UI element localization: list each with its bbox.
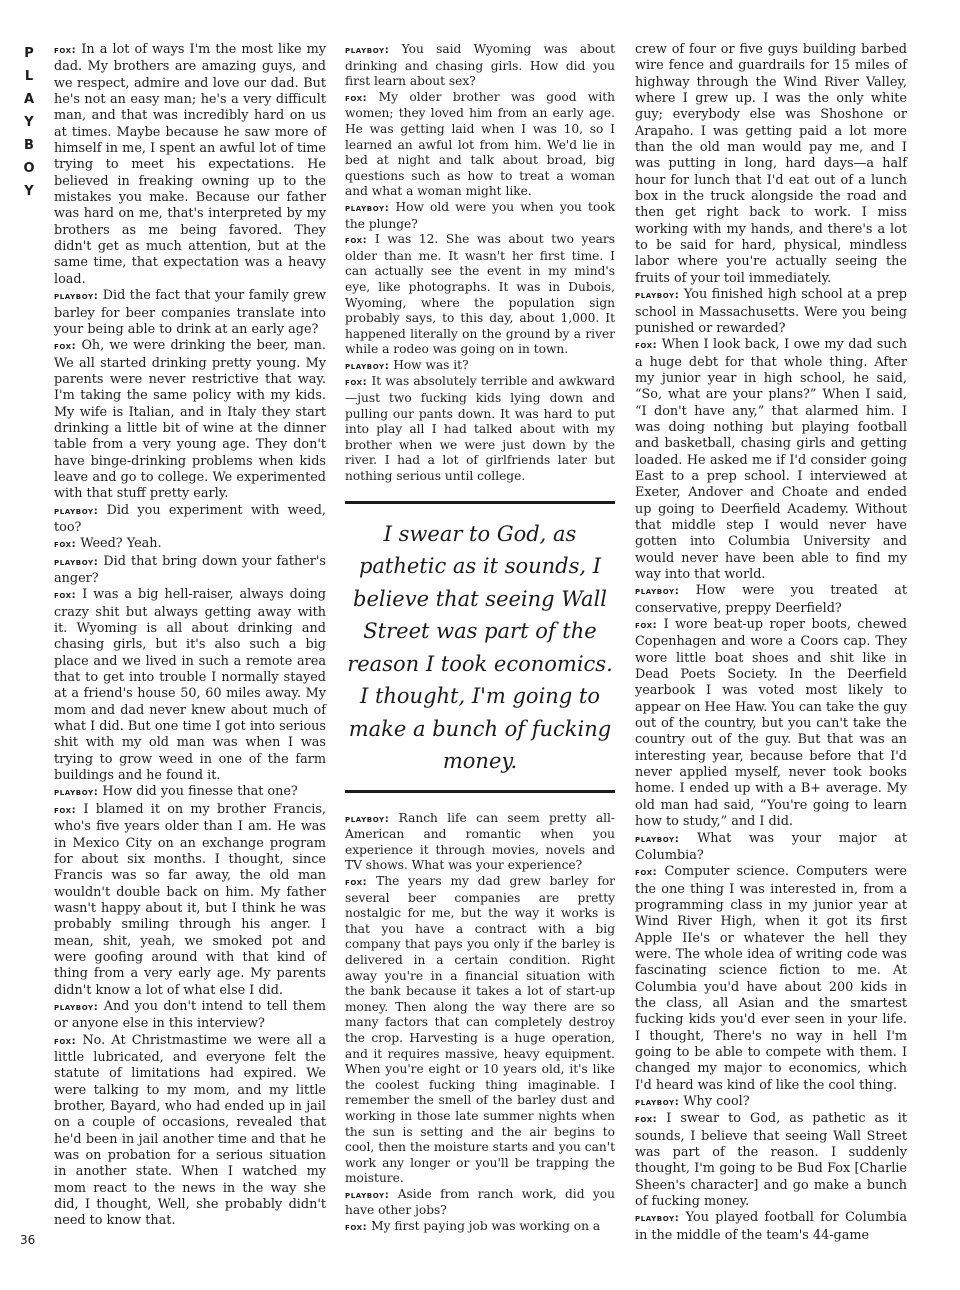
paragraph-text: When I look back, I owe my dad such a huge debt for that whole thing. After my junior year in high school, he said, “So, what are your plans?” When I said, “I don't have any,” that alarmed him. I was doing nothing but playing football and basketball, chasing girls and getting loaded. He asked me if I'd consider going East to a prep school. I interviewed at Exeter, Andover and Choate and ended up going to Deerfield Academy. Without that middle step I would never have gotten into Columbia University and would never have been able to find my way into that world.: [635, 337, 907, 582]
magazine-brand-vertical: [18, 42, 40, 203]
brand-letter: Y: [24, 115, 34, 130]
paragraph-text: I swear to God, as pathetic as it sounds, I believe that seeing Wall Street was part of the reason. I suddenly thought, I'm going to be Bud Fox [Charlie Sheen's character] and go make a bunch of fucking money.: [635, 1111, 907, 1210]
speaker-label: playboy:: [54, 787, 99, 799]
speaker-label: fox:: [54, 539, 77, 551]
speaker-label: playboy:: [54, 1001, 99, 1013]
paragraph-text: Aside from ranch work, did you have other jobs?: [345, 1186, 615, 1218]
speaker-label: fox:: [54, 45, 77, 56]
speaker-label: fox:: [345, 1222, 368, 1234]
speaker-label: fox:: [54, 1035, 77, 1047]
speaker-label: fox:: [635, 867, 658, 879]
paragraph-text: I was 12. She was about two years older than me. It wasn't her first time. I can actually see the event in my mind's eye, like photographs. It was in Dubois, Wyoming, where the population sign probably says, to this day, about 1,000. It happened literally on the ground by a river while a rodeo was going on in town.: [345, 232, 615, 357]
column-2-bottom-text: [345, 811, 615, 1236]
paragraph-text: Ranch life can seem pretty all-American and romantic when you experience it through movies, novels and TV shows. What was your experience?: [345, 810, 616, 873]
speaker-label: playboy:: [635, 290, 680, 302]
qa-paragraph: [54, 554, 326, 588]
paragraph-text: Why cool?: [683, 1094, 750, 1109]
paragraph-text: I was a big hell-raiser, always doing crazy shit but always getting away with it. Wyoming is all about drinking and chasing girls, but it's also such a big place and we lived in such a remote area that to get into trouble I normally stayed at a friend's house 50, 60 miles away. My mom and dad never knew about much of what I did. But one time I got into serious shit with my old man was when I was trying to grow weed in one of the farm buildings and he found it.: [54, 587, 327, 784]
speaker-label: fox:: [635, 340, 658, 352]
paragraph-text: My older brother was good with women; they loved him from an early age. He was getting laid when I was 10, so I learned an awful lot from him. We'd lie in bed at night and talk about broad, big questions such as how to treat a woman and what a woman might like.: [345, 89, 615, 199]
qa-paragraph: [635, 337, 907, 583]
qa-paragraph: [635, 1210, 907, 1244]
speaker-label: fox:: [635, 1114, 658, 1126]
article-column-1: [54, 42, 326, 1230]
brand-letter: Y: [24, 184, 34, 199]
paragraph-text: You played football for Columbia in the middle of the team's 44-game: [635, 1210, 907, 1243]
qa-paragraph: [345, 358, 615, 375]
paragraph-text: You said Wyoming was about drinking and chasing girls. How did you first learn about sex?: [345, 42, 615, 89]
speaker-label: playboy:: [635, 1213, 680, 1225]
pull-quote: I swear to God, as pathetic as it sounds, I believe that seeing Wall Street was part of the reason I took economics. I thought, I'm going to make a bunch of fucking money.: [345, 501, 615, 793]
speaker-label: playboy:: [345, 45, 390, 56]
qa-paragraph: [345, 90, 615, 200]
speaker-label: fox:: [345, 235, 368, 247]
qa-paragraph: [54, 802, 326, 999]
qa-paragraph: [635, 1094, 907, 1111]
speaker-label: fox:: [345, 377, 368, 389]
brand-letter: B: [24, 138, 34, 153]
brand-letter: O: [23, 161, 35, 176]
qa-paragraph: [635, 617, 907, 830]
qa-paragraph: [54, 42, 326, 288]
article-column-2: [345, 42, 615, 1236]
paragraph-text: How old were you when you took the plunge?: [345, 199, 616, 231]
speaker-label: fox:: [345, 92, 368, 104]
paragraph-text: You finished high school at a prep school in Massachusetts. Were you being punished or rewarded?: [635, 287, 907, 336]
paragraph-text: My first paying job was working on a: [371, 1219, 601, 1234]
qa-paragraph: [345, 232, 615, 358]
qa-paragraph: [635, 864, 907, 1094]
paragraph-text: The years my dad grew barley for several beer companies are pretty nostalgic for me, but the way it works is that you have a contract with a big company that pays you only if the barley is delivered in a certain condition. Right away you're in a financial situation with the bank because it takes a lot of start-up money. Then along the way there are so many factors that can completely destroy the crop. Harvesting is a huge operation, and it requires massive, heavy equipment. When you're eight or 10 years old, it's like the coolest fucking thing imaginable. I remember the smell of the barley dust and working in those late summer nights when the sun is setting and the air begins to cool, then the moisture starts and you can't work any longer or you'll be trapping the moisture.: [345, 874, 616, 1186]
paragraph-text: And you don't intend to tell them or anyone else in this interview?: [54, 998, 326, 1032]
qa-paragraph: [54, 288, 326, 338]
qa-paragraph: [54, 587, 326, 784]
qa-paragraph: [345, 1187, 615, 1219]
qa-paragraph: [345, 200, 615, 232]
page-number: 36: [20, 1233, 36, 1247]
brand-letter: A: [23, 92, 35, 107]
speaker-label: playboy:: [635, 833, 680, 845]
paragraph-text: How was it?: [393, 357, 469, 372]
qa-paragraph: [345, 874, 615, 1187]
paragraph-text: It was absolutely terrible and awkward—just two fucking kids lying down and pulling our pants down. It was hard to put into play all I had talked about with my brother when we were just down by the river. I had a lot of girlfriends later but nothing serious until college.: [345, 374, 616, 484]
qa-paragraph: [54, 536, 326, 553]
qa-paragraph: [635, 42, 907, 287]
paragraph-text: No. At Christmastime we were all a little lubricated, and everyone felt the statute of limitations had expired. We were talking to my mom, and my little brother, Bayard, who had ended up in jail on a couple of occasions, revealed that he'd been in jail another time and that he was on probation for a serious situation in another state. When I watched my mom react to the news in the way she did, I thought, Well, she probably didn't need to know that.: [54, 1032, 326, 1229]
qa-paragraph: [345, 374, 615, 484]
speaker-label: playboy:: [54, 291, 99, 303]
paragraph-text: crew of four or five guys building barbed wire fence and guardrails for 15 miles of highway through the Wind River Valley, where I grew up. I was the only white guy; everybody else was Shoshone or Arapaho. I was getting paid a lot more than the old man would pay me, and I was putting in long, hard days—a half hour for lunch that I'd eat out of a lunch box in the truck alongside the road and then get right back to work. I miss working with my hands, and there's a lot to be said for hard, physical, mindless labor where you're actually seeing the fruits of your toil immediately.: [635, 42, 907, 286]
column-2-top-text: [345, 42, 615, 485]
qa-paragraph: [635, 583, 907, 617]
paragraph-text: In a lot of ways I'm the most like my dad. My brothers are amazing guys, and we respect, admire and love our dad. But he's not an easy man; he's a very difficult man, and that was incredibly hard on us at times. Maybe because he saw more of himself in me, I spent an awful lot of time trying to meet his expectations. He believed in freaking owning up to the mistakes you make. Because our father was hard on me, that's interpreted by my brothers as me being favored. They didn't get as much attention, but at the same time, that expectation was a heavy load.: [54, 42, 326, 287]
paragraph-text: How were you treated at conservative, preppy Deerfield?: [635, 583, 907, 616]
speaker-label: fox:: [54, 590, 77, 602]
article-column-3: [635, 42, 907, 1244]
paragraph-text: Oh, we were drinking the beer, man. We all started drinking pretty young. My parents were never restrictive that way. I'm taking the same policy with my kids. My wife is Italian, and in Italy they start drinking a little bit of wine at the dinner table from a very young age. They don't have binge-drinking problems when kids leave and go to college. We experimented with that stuff pretty early.: [54, 338, 326, 502]
paragraph-text: I blamed it on my brother Francis, who's five years older than I am. He was in Mexico City on an exchange program for about six months. I thought, since Francis was so far away, the old man wouldn't double back on him. My father wasn't happy about it, but I think he was probably smiling through his anger. I mean, shit, yeah, we smoked pot and were goofing around with that kind of thing from a very early age. My parents didn't know a lot of what else I did.: [54, 801, 327, 998]
qa-paragraph: [635, 1111, 907, 1210]
speaker-label: playboy:: [635, 1097, 680, 1108]
speaker-label: playboy:: [635, 586, 680, 598]
qa-paragraph: [635, 831, 907, 865]
speaker-label: playboy:: [345, 360, 390, 372]
speaker-label: playboy:: [345, 1189, 390, 1201]
qa-paragraph: [54, 784, 326, 801]
speaker-label: fox:: [54, 804, 77, 816]
speaker-label: playboy:: [345, 813, 390, 825]
paragraph-text: Did you experiment with weed, too?: [54, 502, 326, 535]
brand-letter: L: [24, 69, 34, 84]
qa-paragraph: [345, 42, 615, 90]
qa-paragraph: [54, 503, 326, 537]
brand-letter: P: [24, 46, 34, 61]
speaker-label: fox:: [54, 341, 77, 353]
speaker-label: playboy:: [54, 505, 99, 517]
paragraph-text: Weed? Yeah.: [80, 536, 162, 552]
qa-paragraph: [54, 1033, 326, 1230]
paragraph-text: Computer science. Computers were the one thing I was interested in, from a programming class in my junior year at Wind River High, when it got its first Apple IIe's or whatever the hell they were. The whole idea of writing code was fascinating science fiction to me. At Columbia you'd have about 200 kids in the class, all Asian and the smartest fucking kids you'd ever seen in your life. I thought, There's no way in hell I'm going to be able to compete with them. I changed my major to economics, which I'd heard was kind of like the cool thing.: [635, 864, 907, 1093]
paragraph-text: I wore beat-up roper boots, chewed Copenhagen and wore a Coors cap. They wore little boat shoes and shit like in Dead Poets Society. In the Deerfield yearbook I was voted most likely to appear on Hee Haw. You can take the guy out of the country, but you can't take the country out of the guy. But that was an interesting year, because before that I'd never applied myself, never took books home. I ended up with a B+ average. My old man had said, “You're going to learn how to study,” and I did.: [635, 617, 907, 830]
speaker-label: fox:: [345, 877, 368, 888]
qa-paragraph: [54, 999, 326, 1033]
speaker-label: fox:: [635, 620, 658, 632]
qa-paragraph: [345, 811, 615, 874]
qa-paragraph: [345, 1219, 615, 1236]
qa-paragraph: [54, 338, 326, 502]
paragraph-text: Did that bring down your father's anger?: [54, 553, 326, 586]
speaker-label: playboy:: [345, 202, 390, 214]
paragraph-text: How did you finesse that one?: [102, 784, 298, 800]
qa-paragraph: [635, 287, 907, 337]
paragraph-text: Did the fact that your family grew barley for beer companies translate into your being able to drink at an early age?: [54, 288, 326, 337]
paragraph-text: What was your major at Columbia?: [635, 830, 907, 863]
speaker-label: playboy:: [54, 556, 99, 568]
